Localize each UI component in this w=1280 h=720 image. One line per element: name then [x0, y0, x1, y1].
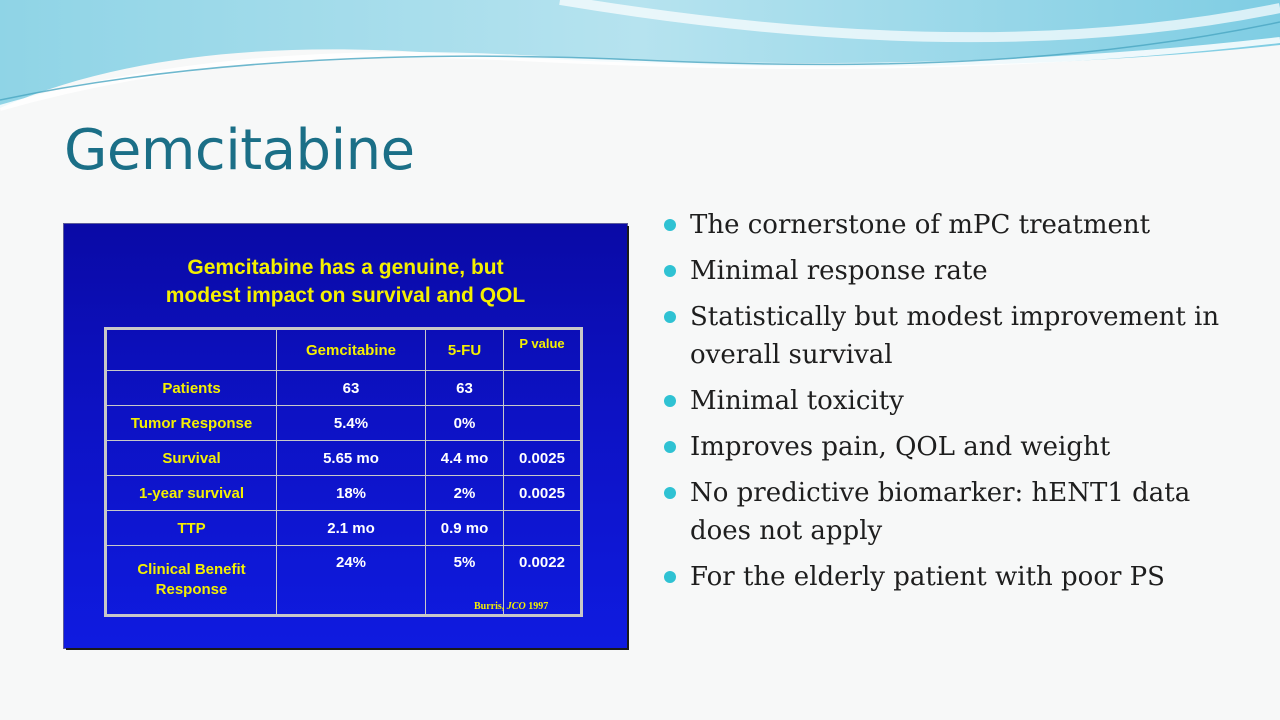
table-row [107, 476, 581, 511]
cell-5fu: 4.4 mo [426, 441, 504, 476]
bullet-item [662, 252, 1232, 290]
bullet-text: Minimal response rate [690, 256, 988, 286]
figure-title-line-1: Gemcitabine has a genuine, but [187, 256, 504, 279]
bullet-item [662, 382, 1232, 420]
figure-citation [474, 601, 548, 612]
row-label-line-2: Response [155, 581, 228, 598]
bullet-dot-icon [664, 311, 676, 323]
table-row [107, 441, 581, 476]
bullet-dot-icon [664, 395, 676, 407]
table-row [107, 406, 581, 441]
cell-p-value [504, 511, 581, 546]
bullet-dot-icon [664, 441, 676, 453]
bullet-item [662, 558, 1232, 596]
figure-title [64, 254, 627, 310]
cell-gemcitabine: 18% [277, 476, 426, 511]
row-label-line-1: Clinical Benefit [137, 561, 246, 578]
cell-5fu: 0.9 mo [426, 511, 504, 546]
bullet-text: For the elderly patient with poor PS [690, 562, 1165, 592]
citation-author: Burris, [474, 601, 505, 612]
row-label: TTP [107, 511, 277, 546]
cell-gemcitabine: 24% [277, 546, 426, 615]
cell-5fu: 0% [426, 406, 504, 441]
bullet-item [662, 428, 1232, 466]
bullet-text: No predictive biomarker: hENT1 data does not apply [690, 478, 1191, 546]
table-row [107, 371, 581, 406]
header-cell-gemcitabine: Gemcitabine [277, 330, 426, 371]
cell-5fu: 5% [426, 546, 504, 615]
bullet-item [662, 298, 1232, 374]
header-cell-p-value: P value [504, 330, 581, 371]
slide-title: Gemcitabine [64, 118, 415, 183]
row-label: Patients [107, 371, 277, 406]
citation-year: 1997 [528, 601, 549, 612]
cell-p-value [504, 406, 581, 441]
figure-title-line-2: modest impact on survival and QOL [165, 284, 526, 307]
results-figure [64, 224, 627, 648]
bullet-text: Minimal toxicity [690, 386, 904, 416]
bullet-dot-icon [664, 487, 676, 499]
results-table [106, 329, 581, 615]
decorative-wave-banner [0, 0, 1280, 120]
bullet-list [662, 206, 1232, 604]
cell-gemcitabine: 5.65 mo [277, 441, 426, 476]
bullet-text: The cornerstone of mPC treatment [690, 210, 1151, 240]
cell-p-value: 0.0022 [504, 546, 581, 615]
table-row [107, 511, 581, 546]
bullet-text: Statistically but modest improvement in overall survival [690, 302, 1220, 370]
header-cell-5fu: 5-FU [426, 330, 504, 371]
cell-p-value: 0.0025 [504, 441, 581, 476]
bullet-dot-icon [664, 571, 676, 583]
cell-5fu: 2% [426, 476, 504, 511]
bullet-text: Improves pain, QOL and weight [690, 432, 1111, 462]
header-cell-empty [107, 330, 277, 371]
bullet-dot-icon [664, 265, 676, 277]
bullet-item [662, 474, 1232, 550]
table-header-row [107, 330, 581, 371]
bullet-item [662, 206, 1232, 244]
cell-gemcitabine: 63 [277, 371, 426, 406]
cell-gemcitabine: 5.4% [277, 406, 426, 441]
cell-5fu: 63 [426, 371, 504, 406]
cell-p-value: 0.0025 [504, 476, 581, 511]
citation-journal: JCO [506, 601, 526, 612]
cell-p-value [504, 371, 581, 406]
row-label: Tumor Response [107, 406, 277, 441]
row-label: Survival [107, 441, 277, 476]
row-label [107, 546, 277, 615]
row-label: 1-year survival [107, 476, 277, 511]
bullet-dot-icon [664, 219, 676, 231]
cell-gemcitabine: 2.1 mo [277, 511, 426, 546]
